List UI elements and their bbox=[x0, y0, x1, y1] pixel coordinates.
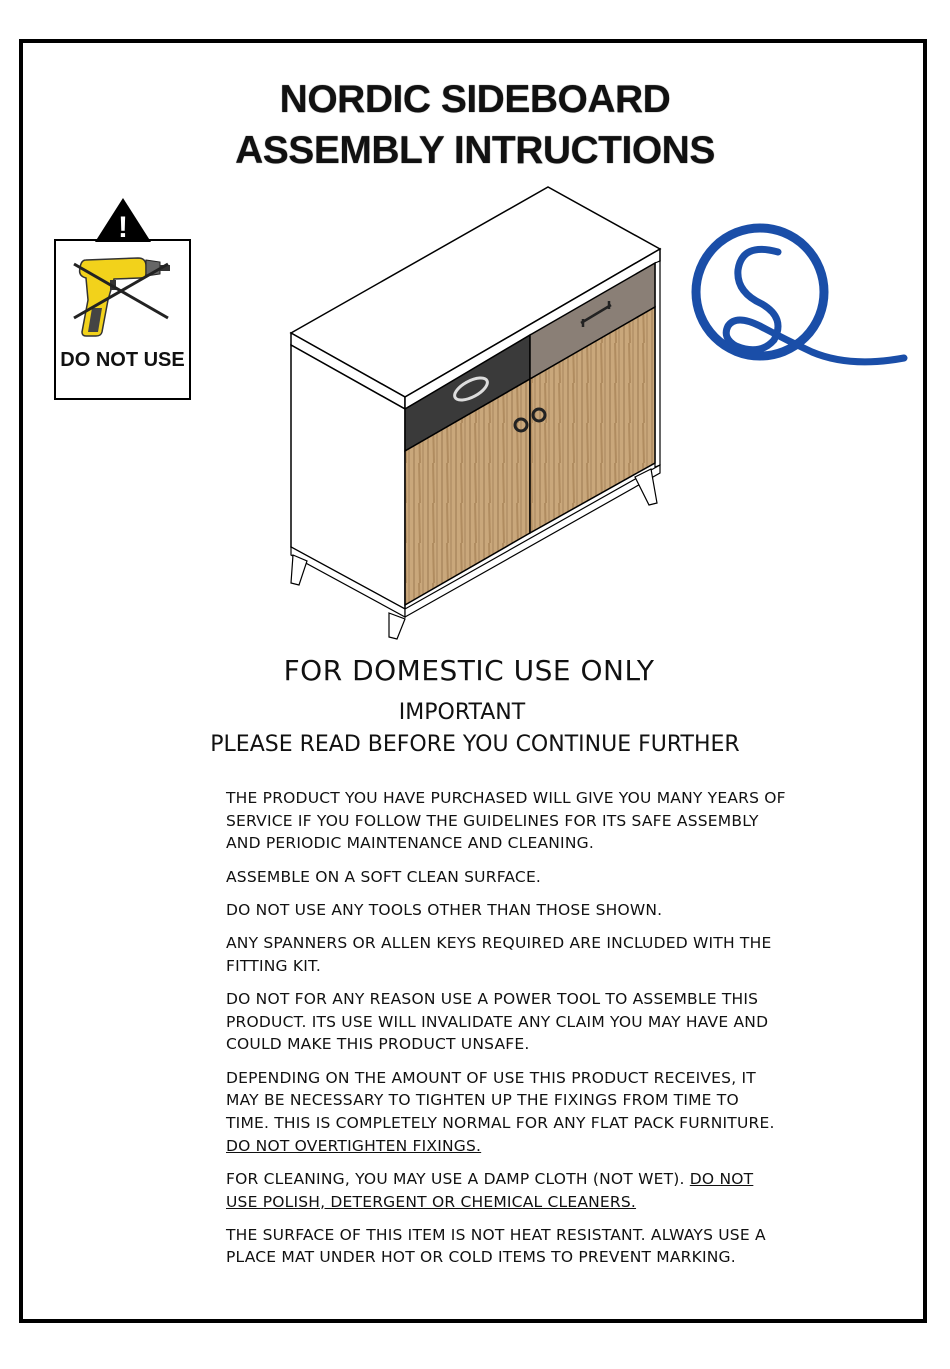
instructions-body bbox=[226, 787, 786, 1280]
overtighten-warning: DO NOT OVERTIGHTEN FIXINGS. bbox=[226, 1136, 482, 1155]
paragraph-spanners: ANY SPANNERS OR ALLEN KEYS REQUIRED ARE INCLUDED WITH THE FITTING KIT. bbox=[226, 934, 772, 975]
paragraph-product-service: THE PRODUCT YOU HAVE PURCHASED WILL GIVE YOU MANY YEARS OF SERVICE IF YOU FOLLOW THE GUIDELINES FOR ITS SAFE ASSEMBLY AND PERIODIC MAINTENANCE AND CLEANING. bbox=[226, 789, 786, 853]
tighten-text: DEPENDING ON THE AMOUNT OF USE THIS PRODUCT RECEIVES, IT MAY BE NECESSARY TO TIGHTEN UP THE FIXINGS FROM TIME TO TIME. THIS IS COMPLETELY NORMAL FOR ANY FLAT PACK FURNITURE. bbox=[226, 1068, 775, 1132]
domestic-use-heading: FOR DOMESTIC USE ONLY bbox=[283, 654, 655, 687]
crossed-out-power-drill-icon bbox=[68, 248, 176, 340]
please-read-heading: PLEASE READ BEFORE YOU CONTINUE FURTHER bbox=[210, 732, 740, 757]
paragraph-tools: DO NOT USE ANY TOOLS OTHER THAN THOSE SHOWN. bbox=[226, 900, 663, 919]
warning-triangle-icon bbox=[95, 198, 151, 242]
important-heading: IMPORTANT bbox=[398, 700, 526, 725]
paragraph-tighten bbox=[226, 1067, 786, 1158]
document-title-line-2: ASSEMBLY INTRUCTIONS bbox=[235, 129, 715, 172]
cleaning-text: FOR CLEANING, YOU MAY USE A DAMP CLOTH (NOT WET). bbox=[226, 1169, 690, 1188]
sideboard-illustration bbox=[285, 183, 665, 643]
paragraph-heat: THE SURFACE OF THIS ITEM IS NOT HEAT RESISTANT. ALWAYS USE A PLACE MAT UNDER HOT OR COLD ITEMS TO PREVENT MARKING. bbox=[226, 1225, 766, 1267]
no-polish-warning: DO NOT USE POLISH, DETERGENT OR CHEMICAL CLEANERS. bbox=[226, 1169, 754, 1211]
do-not-use-label: DO NOT USE bbox=[60, 349, 185, 371]
paragraph-soft-surface: ASSEMBLE ON A SOFT CLEAN SURFACE. bbox=[226, 867, 542, 886]
paragraph-cleaning bbox=[226, 1168, 786, 1213]
document-title-line-1: NORDIC SIDEBOARD bbox=[279, 78, 671, 121]
warning-exclamation: ! bbox=[118, 211, 128, 242]
sq-script-logo bbox=[682, 222, 912, 382]
paragraph-power-tool: DO NOT FOR ANY REASON USE A POWER TOOL TO ASSEMBLE THIS PRODUCT. ITS USE WILL INVALIDATE ANY CLAIM YOU MAY HAVE AND COULD MAKE THIS PRODUCT UNSAFE. bbox=[226, 989, 769, 1054]
